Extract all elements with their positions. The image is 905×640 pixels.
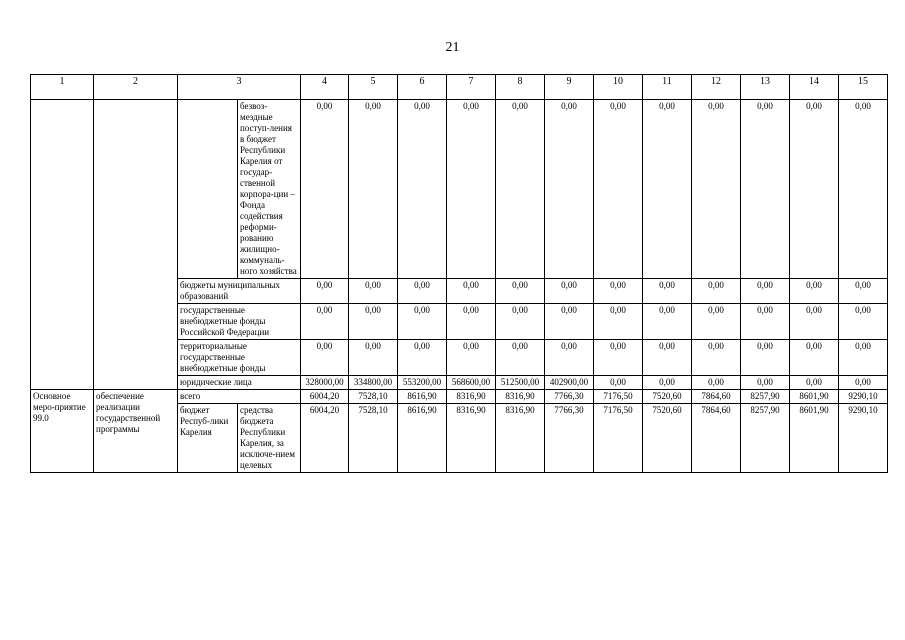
value-cell: 0,00 bbox=[349, 304, 398, 340]
value-cell: 0,00 bbox=[301, 100, 349, 279]
value-cell: 7176,50 bbox=[594, 404, 643, 473]
value-cell: 0,00 bbox=[545, 100, 594, 279]
empty-cell bbox=[94, 100, 178, 390]
value-cell: 0,00 bbox=[301, 279, 349, 304]
value-cell: 0,00 bbox=[741, 279, 790, 304]
value-cell: 0,00 bbox=[692, 279, 741, 304]
table-row bbox=[31, 100, 888, 279]
value-cell: 0,00 bbox=[447, 100, 496, 279]
header-cell: 5 bbox=[349, 75, 398, 100]
value-cell: 7864,60 bbox=[692, 390, 741, 404]
value-cell: 7766,30 bbox=[545, 404, 594, 473]
value-cell: 7766,30 bbox=[545, 390, 594, 404]
row-label: территориальные государственные внебюджетные фонды bbox=[178, 340, 301, 376]
value-cell: 0,00 bbox=[692, 376, 741, 390]
value-cell: 0,00 bbox=[594, 304, 643, 340]
value-cell: 0,00 bbox=[839, 376, 888, 390]
value-cell: 0,00 bbox=[496, 100, 545, 279]
value-cell: 0,00 bbox=[692, 304, 741, 340]
value-cell: 8257,90 bbox=[741, 390, 790, 404]
header-cell: 11 bbox=[643, 75, 692, 100]
value-cell: 8316,90 bbox=[447, 390, 496, 404]
empty-cell bbox=[178, 100, 238, 279]
value-cell: 0,00 bbox=[741, 100, 790, 279]
value-cell: 0,00 bbox=[545, 304, 594, 340]
table-row bbox=[31, 390, 888, 404]
value-cell: 0,00 bbox=[643, 376, 692, 390]
value-cell: 8257,90 bbox=[741, 404, 790, 473]
value-cell: 0,00 bbox=[839, 100, 888, 279]
value-cell: 0,00 bbox=[790, 100, 839, 279]
header-cell: 7 bbox=[447, 75, 496, 100]
value-cell: 0,00 bbox=[594, 100, 643, 279]
value-cell: 553200,00 bbox=[398, 376, 447, 390]
value-cell: 0,00 bbox=[643, 279, 692, 304]
value-cell: 0,00 bbox=[790, 340, 839, 376]
value-cell: 8601,90 bbox=[790, 404, 839, 473]
value-cell: 9290,10 bbox=[839, 390, 888, 404]
value-cell: 8316,90 bbox=[447, 404, 496, 473]
value-cell: 568600,00 bbox=[447, 376, 496, 390]
value-cell: 0,00 bbox=[301, 304, 349, 340]
value-cell: 0,00 bbox=[349, 100, 398, 279]
value-cell: 6004,20 bbox=[301, 404, 349, 473]
value-cell: 0,00 bbox=[594, 376, 643, 390]
value-cell: 0,00 bbox=[839, 279, 888, 304]
value-cell: 8616,90 bbox=[398, 404, 447, 473]
row-label: средства бюджета Республики Карелия, за исключе-нием целевых bbox=[238, 404, 301, 473]
value-cell: 7864,60 bbox=[692, 404, 741, 473]
value-cell: 8616,90 bbox=[398, 390, 447, 404]
value-cell: 0,00 bbox=[496, 304, 545, 340]
value-cell: 0,00 bbox=[741, 340, 790, 376]
value-cell: 0,00 bbox=[839, 304, 888, 340]
value-cell: 0,00 bbox=[447, 279, 496, 304]
value-cell: 0,00 bbox=[594, 279, 643, 304]
value-cell: 7520,60 bbox=[643, 404, 692, 473]
source-name: бюджет Респуб-лики Карелия bbox=[178, 404, 238, 473]
value-cell: 0,00 bbox=[496, 340, 545, 376]
row-label: юридические лица bbox=[178, 376, 301, 390]
value-cell: 0,00 bbox=[790, 376, 839, 390]
row-label: государственные внебюджетные фонды Российской Федерации bbox=[178, 304, 301, 340]
value-cell: 0,00 bbox=[301, 340, 349, 376]
value-cell: 8316,90 bbox=[496, 390, 545, 404]
value-cell: 0,00 bbox=[643, 100, 692, 279]
page-number: 21 bbox=[445, 40, 460, 55]
header-cell: 6 bbox=[398, 75, 447, 100]
value-cell: 0,00 bbox=[447, 340, 496, 376]
empty-cell bbox=[31, 100, 94, 390]
value-cell: 6004,20 bbox=[301, 390, 349, 404]
value-cell: 0,00 bbox=[594, 340, 643, 376]
value-cell: 0,00 bbox=[545, 340, 594, 376]
row-label: всего bbox=[178, 390, 301, 404]
value-cell: 9290,10 bbox=[839, 404, 888, 473]
value-cell: 512500,00 bbox=[496, 376, 545, 390]
header-row bbox=[31, 75, 888, 100]
activity-name: Основное меро-приятие 99.0 bbox=[31, 390, 94, 473]
activity-description: обеспечение реализации государственной программы bbox=[94, 390, 178, 473]
header-cell: 14 bbox=[790, 75, 839, 100]
value-cell: 0,00 bbox=[398, 340, 447, 376]
value-cell: 0,00 bbox=[692, 340, 741, 376]
value-cell: 402900,00 bbox=[545, 376, 594, 390]
value-cell: 0,00 bbox=[398, 100, 447, 279]
value-cell: 0,00 bbox=[349, 279, 398, 304]
value-cell: 0,00 bbox=[447, 304, 496, 340]
header-cell: 1 bbox=[31, 75, 94, 100]
value-cell: 0,00 bbox=[741, 376, 790, 390]
value-cell: 0,00 bbox=[496, 279, 545, 304]
value-cell: 0,00 bbox=[398, 279, 447, 304]
header-cell: 9 bbox=[545, 75, 594, 100]
value-cell: 8316,90 bbox=[496, 404, 545, 473]
header-cell: 15 bbox=[839, 75, 888, 100]
value-cell: 0,00 bbox=[839, 340, 888, 376]
value-cell: 0,00 bbox=[643, 340, 692, 376]
header-cell: 3 bbox=[178, 75, 301, 100]
value-cell: 0,00 bbox=[692, 100, 741, 279]
row-label: безвоз-мездные поступ-ления в бюджет Республики Карелия от государ-ственной корпора-ции – Фонда содействия реформи-рованию жилищно-коммуналь-ного хозяйства bbox=[238, 100, 301, 279]
header-cell: 2 bbox=[94, 75, 178, 100]
value-cell: 8601,90 bbox=[790, 390, 839, 404]
budget-table bbox=[30, 74, 888, 473]
value-cell: 7528,10 bbox=[349, 390, 398, 404]
value-cell: 0,00 bbox=[741, 304, 790, 340]
value-cell: 0,00 bbox=[643, 304, 692, 340]
row-label: бюджеты муниципальных образований bbox=[178, 279, 301, 304]
header-cell: 13 bbox=[741, 75, 790, 100]
value-cell: 0,00 bbox=[790, 304, 839, 340]
header-cell: 4 bbox=[301, 75, 349, 100]
value-cell: 7520,60 bbox=[643, 390, 692, 404]
header-cell: 10 bbox=[594, 75, 643, 100]
value-cell: 7176,50 bbox=[594, 390, 643, 404]
value-cell: 7528,10 bbox=[349, 404, 398, 473]
value-cell: 0,00 bbox=[349, 340, 398, 376]
value-cell: 0,00 bbox=[790, 279, 839, 304]
value-cell: 334800,00 bbox=[349, 376, 398, 390]
value-cell: 328000,00 bbox=[301, 376, 349, 390]
header-cell: 8 bbox=[496, 75, 545, 100]
value-cell: 0,00 bbox=[398, 304, 447, 340]
value-cell: 0,00 bbox=[545, 279, 594, 304]
header-cell: 12 bbox=[692, 75, 741, 100]
